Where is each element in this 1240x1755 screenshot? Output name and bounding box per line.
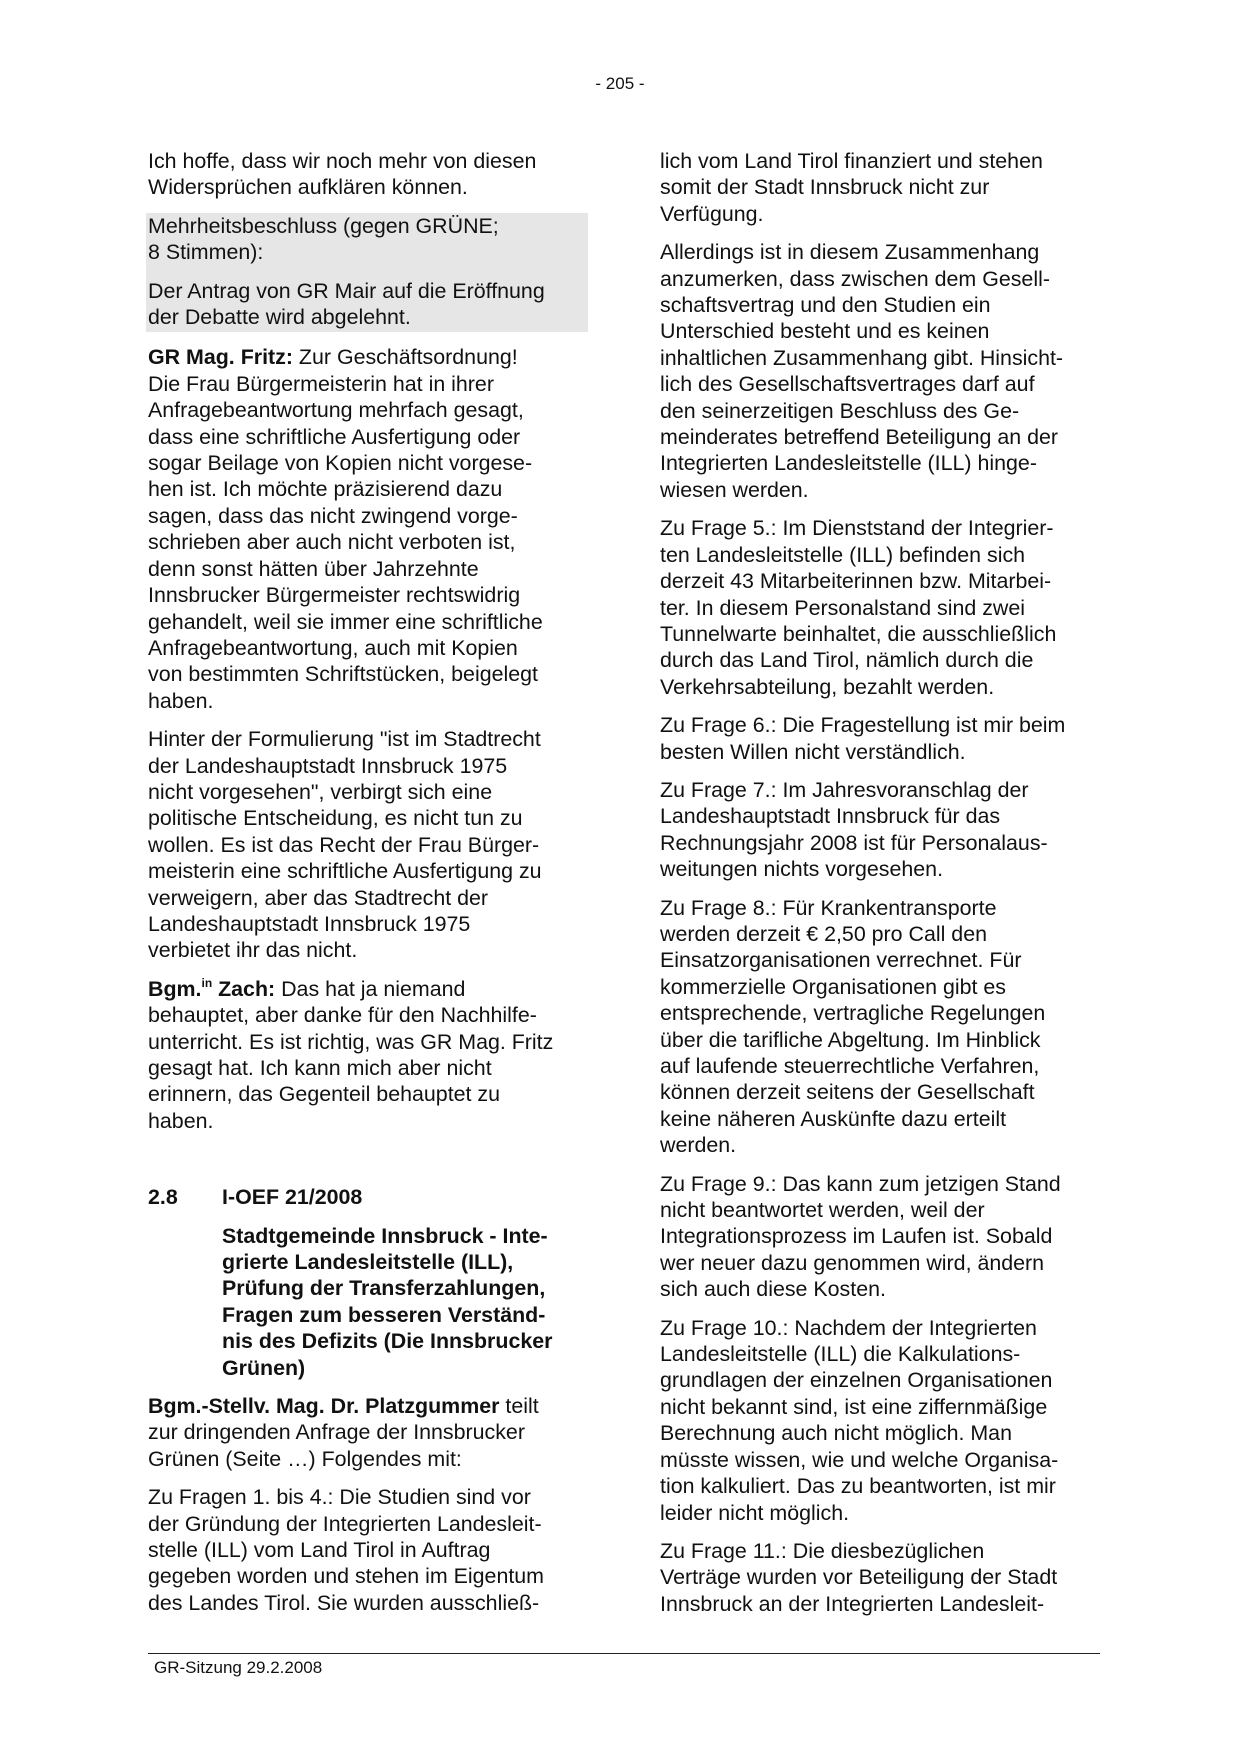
speaker-name: GR Mag. Fritz: bbox=[148, 345, 293, 370]
text-line: haben. bbox=[148, 1108, 214, 1133]
text-line: Die Frau Bürgermeisterin hat in ihrer bbox=[148, 371, 494, 396]
footer-text: GR-Sitzung 29.2.2008 bbox=[154, 1658, 323, 1677]
text-line: Zu Frage 7.: Im Jahresvoranschlag der bbox=[660, 777, 1029, 802]
text-line: haben. bbox=[148, 688, 214, 713]
text-line: nicht bekannt sind, ist eine ziffernmäßige bbox=[660, 1394, 1048, 1419]
text-line bbox=[148, 344, 588, 370]
text-line: Verträge wurden vor Beteiligung der Stadt bbox=[660, 1565, 1058, 1590]
text-line: erinnern, das Gegenteil behauptet zu bbox=[148, 1082, 501, 1107]
text-fragment: Zur Geschäftsordnung! bbox=[292, 345, 518, 370]
text-line: schaftsvertrag und den Studien ein bbox=[660, 293, 991, 318]
text-line: Rechnungsjahr 2008 ist für Personalaus- bbox=[660, 830, 1048, 855]
text-line: ten Landesleitstelle (ILL) befinden sich bbox=[660, 542, 1026, 567]
text-line: dass eine schriftliche Ausfertigung oder bbox=[148, 424, 521, 449]
text-line: leider nicht möglich. bbox=[660, 1500, 850, 1525]
text-line: müsste wissen, wie und welche Organisa- bbox=[660, 1447, 1059, 1472]
text-line: sogar Beilage von Kopien nicht vorgese- bbox=[148, 451, 533, 476]
text-line: Der Antrag von GR Mair auf die Eröffnung bbox=[148, 278, 545, 303]
footer-divider bbox=[148, 1653, 1100, 1654]
text-line: hen ist. Ich möchte präzisierend dazu bbox=[148, 477, 503, 502]
section-title bbox=[222, 1223, 588, 1381]
text-line: weitungen nichts vorgesehen. bbox=[660, 857, 944, 882]
speaker-name bbox=[148, 977, 275, 1001]
text-line: Anfragebeantwortung, auch mit Kopien bbox=[148, 635, 518, 660]
text-line: Landeshauptstadt Innsbruck 1975 bbox=[148, 911, 471, 936]
resolution-title bbox=[148, 213, 588, 266]
text-line: inhaltlichen Zusammenhang gibt. Hinsicht- bbox=[660, 345, 1064, 370]
text-line bbox=[148, 976, 588, 1002]
text-line: Fragen zum besseren Verständ- bbox=[222, 1302, 546, 1327]
text-line: politische Entscheidung, es nicht tun zu bbox=[148, 806, 523, 831]
resolution-text bbox=[148, 278, 588, 331]
text-line: von bestimmten Schriftstücken, beigelegt bbox=[148, 662, 538, 687]
text-line: den seinerzeitigen Beschluss des Ge- bbox=[660, 398, 1020, 423]
text-line: nicht beantwortet werden, weil der bbox=[660, 1198, 985, 1223]
text-line: Mehrheitsbeschluss (gegen GRÜNE; bbox=[148, 213, 499, 238]
text-line: meisterin eine schriftliche Ausfertigung zu bbox=[148, 859, 542, 884]
text-line: grundlagen der einzelnen Organisationen bbox=[660, 1368, 1053, 1393]
text-line: Einsatzorganisationen verrechnet. Für bbox=[660, 948, 1022, 973]
text-line: Zu Frage 5.: Im Dienststand der Integrier- bbox=[660, 516, 1054, 541]
text-line: Prüfung der Transferzahlungen, bbox=[222, 1276, 546, 1301]
text-line: unterricht. Es ist richtig, was GR Mag. Fritz bbox=[148, 1029, 554, 1054]
text-line: werden. bbox=[660, 1133, 737, 1158]
text-line: Allerdings ist in diesem Zusammenhang bbox=[660, 240, 1040, 265]
text-line: somit der Stadt Innsbruck nicht zur bbox=[660, 175, 990, 200]
text-line: Zu Frage 11.: Die diesbezüglichen bbox=[660, 1538, 985, 1563]
paragraph-continuation bbox=[660, 148, 1100, 227]
text-line: lich vom Land Tirol finanziert und stehen bbox=[660, 149, 1043, 173]
text-line: stelle (ILL) vom Land Tirol in Auftrag bbox=[148, 1538, 491, 1563]
right-column bbox=[660, 148, 1100, 1629]
paragraph-frage-6 bbox=[660, 712, 1100, 765]
text-line: ter. In diesem Personalstand sind zwei bbox=[660, 595, 1026, 620]
text-line: lich des Gesellschaftsvertrages darf auf bbox=[660, 372, 1035, 397]
text-line: werden derzeit € 2,50 pro Call den bbox=[660, 921, 988, 946]
text-line: Verkehrsabteilung, bezahlt werden. bbox=[660, 674, 995, 699]
text-line: Innsbruck an der Integrierten Landesleit- bbox=[660, 1591, 1045, 1616]
text-line: nis des Defizits (Die Innsbrucker bbox=[222, 1329, 553, 1354]
text-line: denn sonst hätten über Jahrzehnte bbox=[148, 556, 479, 581]
text-line: der Debatte wird abgelehnt. bbox=[148, 305, 411, 330]
text-line: behauptet, aber danke für den Nachhilfe- bbox=[148, 1003, 537, 1028]
text-line: Stadtgemeinde Innsbruck - Inte- bbox=[222, 1223, 548, 1248]
section-number: 2.8 bbox=[148, 1185, 178, 1210]
paragraph-intro bbox=[148, 148, 588, 201]
text-line: sagen, dass das nicht zwingend vorge- bbox=[148, 503, 518, 528]
text-line: auf laufende steuerrechtliche Verfahren, bbox=[660, 1054, 1040, 1078]
section-code: I-OEF 21/2008 bbox=[222, 1185, 363, 1210]
text-line: Zu Frage 9.: Das kann zum jetzigen Stand bbox=[660, 1171, 1061, 1196]
paragraph-frage-10 bbox=[660, 1315, 1100, 1526]
text-line: verweigern, aber das Stadtrecht der bbox=[148, 885, 489, 910]
text-line: gegeben worden und stehen im Eigentum bbox=[148, 1564, 544, 1589]
text-line: wer neuer dazu genommen wird, ändern bbox=[660, 1250, 1045, 1275]
text-line: besten Willen nicht verständlich. bbox=[660, 739, 966, 764]
text-line: Grünen (Seite …) Folgendes mit: bbox=[148, 1446, 462, 1471]
text-line: sich auch diese Kosten. bbox=[660, 1277, 886, 1302]
text-line: des Landes Tirol. Sie wurden ausschließ- bbox=[148, 1590, 540, 1615]
paragraph-frage-9 bbox=[660, 1171, 1100, 1303]
paragraph-platzgummer bbox=[148, 1393, 588, 1472]
paragraph-stadtrecht bbox=[148, 726, 588, 964]
paragraph-frage-8 bbox=[660, 895, 1100, 1159]
text-line: Zu Frage 6.: Die Fragestellung ist mir beim bbox=[660, 713, 1066, 738]
text-line: wollen. Es ist das Recht der Frau Bürger- bbox=[148, 832, 540, 857]
text-line: Unterschied besteht und es keinen bbox=[660, 319, 990, 344]
text-line: wiesen werden. bbox=[660, 477, 809, 502]
speaker-name: Bgm.-Stellv. Mag. Dr. Platzgummer bbox=[148, 1394, 500, 1419]
resolution-box bbox=[146, 213, 588, 333]
paragraph-zach bbox=[148, 976, 588, 1134]
text-line: Anfragebeantwortung mehrfach gesagt, bbox=[148, 398, 524, 423]
text-line: gesagt hat. Ich kann mich aber nicht bbox=[148, 1056, 492, 1080]
text-line: Zu Frage 8.: Für Krankentransporte bbox=[660, 895, 997, 920]
section-heading bbox=[148, 1184, 588, 1210]
text-line: schrieben aber auch nicht verboten ist, bbox=[148, 530, 516, 555]
paragraph-allerdings bbox=[660, 239, 1100, 503]
text-line: Ich hoffe, dass wir noch mehr von diesen bbox=[148, 149, 537, 173]
text-line: zur dringenden Anfrage der Innsbrucker bbox=[148, 1420, 525, 1445]
text-line: Innsbrucker Bürgermeister rechtswidrig bbox=[148, 583, 521, 608]
text-line: anzumerken, dass zwischen dem Gesell- bbox=[660, 266, 1050, 291]
text-fragment: teilt bbox=[499, 1394, 539, 1419]
text-line: Tunnelwarte beinhaltet, die ausschließlich bbox=[660, 621, 1057, 646]
text-line: der Landeshauptstadt Innsbruck 1975 bbox=[148, 753, 508, 778]
text-line: Landesleitstelle (ILL) die Kalkulations- bbox=[660, 1342, 1021, 1367]
text-line: Hinter der Formulierung "ist im Stadtrecht bbox=[148, 727, 541, 752]
text-line: verbietet ihr das nicht. bbox=[148, 938, 358, 963]
text-line: Widersprüchen aufklären können. bbox=[148, 175, 468, 200]
paragraph-fritz bbox=[148, 344, 588, 714]
text-line: grierte Landesleitstelle (ILL), bbox=[222, 1250, 514, 1275]
text-line: nicht vorgesehen", verbirgt sich eine bbox=[148, 779, 493, 804]
paragraph-frage-11 bbox=[660, 1538, 1100, 1617]
text-line bbox=[148, 1393, 588, 1419]
text-line: Zu Frage 10.: Nachdem der Integrierten bbox=[660, 1315, 1037, 1340]
page-number: - 205 - bbox=[595, 74, 645, 93]
text-line: Integrierten Landesleitstelle (ILL) hinge- bbox=[660, 451, 1037, 476]
paragraph-frage-7 bbox=[660, 777, 1100, 883]
text-line: der Gründung der Integrierten Landesleit- bbox=[148, 1511, 542, 1536]
paragraph-frage-5 bbox=[660, 515, 1100, 700]
text-line: tion kalkuliert. Das zu beantworten, ist mir bbox=[660, 1474, 1056, 1499]
text-line: Zu Fragen 1. bis 4.: Die Studien sind vor bbox=[148, 1485, 531, 1510]
speaker-superscript: in bbox=[201, 975, 213, 990]
text-line: keine näheren Auskünfte dazu erteilt bbox=[660, 1106, 1007, 1131]
text-line: entsprechende, vertragliche Regelungen bbox=[660, 1001, 1046, 1026]
text-line: Berechnung auch nicht möglich. Man bbox=[660, 1421, 1012, 1446]
text-line: derzeit 43 Mitarbeiterinnen bzw. Mitarbei- bbox=[660, 569, 1052, 594]
text-line: meinderates betreffend Beteiligung an der bbox=[660, 425, 1058, 450]
left-column bbox=[148, 148, 588, 1628]
paragraph-fragen-1-4 bbox=[148, 1484, 588, 1616]
speaker-title: Bgm. bbox=[148, 976, 202, 1001]
text-fragment: Das hat ja niemand bbox=[275, 976, 466, 1001]
text-line: Landeshauptstadt Innsbruck für das bbox=[660, 804, 1001, 829]
text-line: können derzeit seitens der Gesellschaft bbox=[660, 1080, 1035, 1105]
text-line: durch das Land Tirol, nämlich durch die bbox=[660, 648, 1034, 673]
text-line: kommerzielle Organisationen gibt es bbox=[660, 974, 1006, 999]
text-line: Integrationsprozess im Laufen ist. Sobald bbox=[660, 1224, 1053, 1249]
text-line: 8 Stimmen): bbox=[148, 240, 264, 265]
text-line: gehandelt, weil sie immer eine schriftliche bbox=[148, 609, 543, 634]
speaker-surname: Zach: bbox=[212, 976, 276, 1001]
text-line: Grünen) bbox=[222, 1355, 306, 1380]
text-line: Verfügung. bbox=[660, 201, 764, 226]
text-line: über die tarifliche Abgeltung. Im Hinblick bbox=[660, 1027, 1041, 1052]
